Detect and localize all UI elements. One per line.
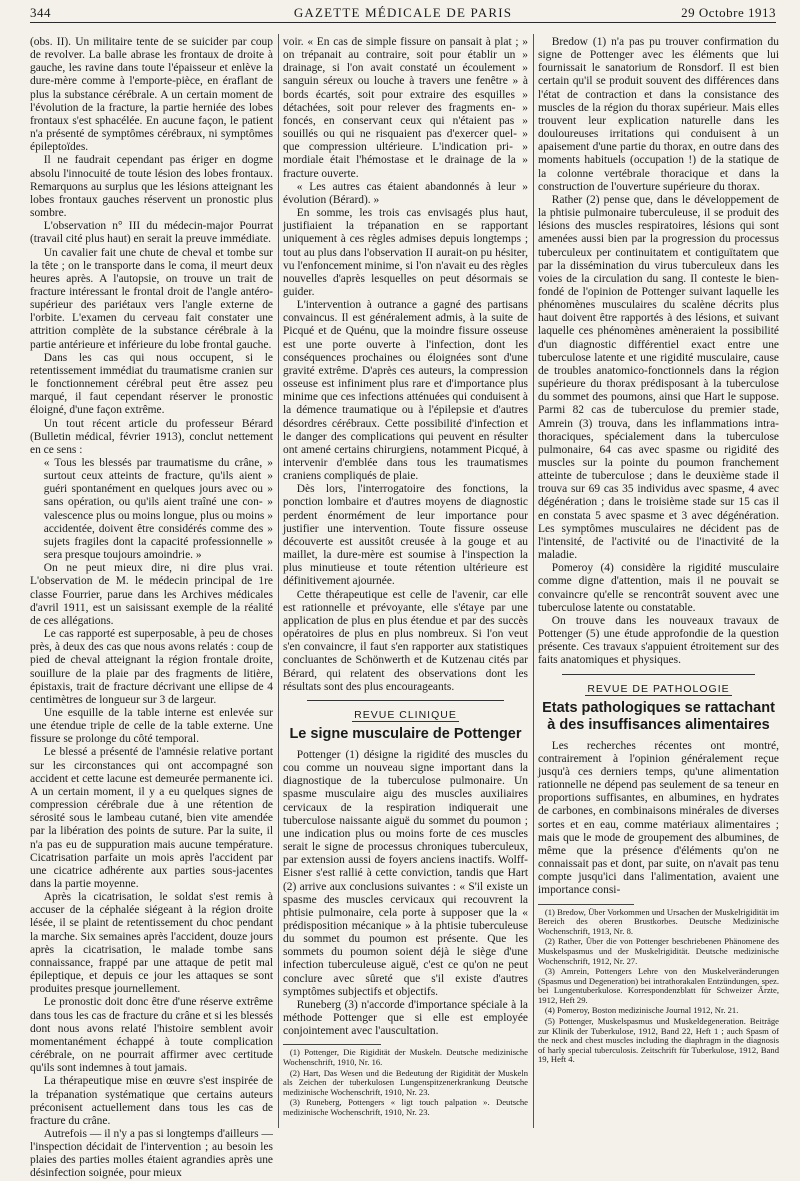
footnote: (5) Pottenger, Muskelspasmus und Muskeldegeneration. Beiträge zur Klinik der Tuberkulose, 1912, Band 22, Heft 1 ; auch Spasm of the neck and chest muscles including the diaphragm in the diagnosis of harly special tuberculosis. Zeitschrift für Tuberkulose, 1912, Band 19, Heft 4. [538, 1016, 779, 1065]
paragraph: En somme, les trois cas envisagés plus haut, justifiaient la trépanation en se rapportant uniquement à ces règles admises depuis longtemps ; tout au plus dans l'observation II aurait-on pu hésiter, vu l'enfoncement minime, si l'on n'avait eu des règles nouvelles d'après lesquelles on peut désormais se guider. [283, 207, 528, 298]
footnote-rule [538, 904, 634, 905]
footnote: (1) Bredow, Über Vorkommen und Ursachen der Muskelrigidität im Bereich des oberen Brustkorbes. Deutsche Medizinische Wochenschrift, 1913, Nr. 8. [538, 906, 779, 936]
section-separator [307, 700, 504, 701]
footnote: (3) Amrein, Pottengers Lehre von den Muskelveränderungen (Spasmus und Degeneration) bei intrathorakalen Entzündungen, spez. bei Lungentuberkulose. Korrespondenzblatt für Schweizer Ärzte, 1912, Heft 29. [538, 966, 779, 1005]
footnote: (2) Rather, Über die von Pottenger beschriebenen Phänomene des Muskelspasmus und der Muskelrigidität. Deutsche medizinische Wochenschrift, 1912, Nr. 27. [538, 936, 779, 966]
paragraph: Autrefois — il n'y a pas si longtemps d'ailleurs — l'inspection décidait de l'intervention ; au besoin les plaies des parties molles étaient agrandies après une désinfection soignée, pour mieux [30, 1127, 273, 1180]
paragraph: Pottenger (1) désigne la rigidité des muscles du cou comme un nouveau signe important dans la diagnostique de la tuberculose pulmonaire. Un spasme musculaire aigu des muscles auxiliaires cervicaux de la respiration indiquerait une tuberculose naissante aiguë du sommet du poumon ; une indication plus ou moins forte de ces muscles serait le signe de processus chroniques tuberculeux, par extension aussi de foyers anciens inactifs. Wolff-Eisner s'est rallié à cette conviction, tandis que Hart (2) arrive aux conclusions suivantes : « S'il existe un spasme des muscles cervicaux qui recouvrent la phtisie pulmonaire, cela porte à supposer que la « prédisposition mécanique » à la phtisie tuberculeuse du sommet du poumon est présente. Que les sommets du poumon soient déjà le siège d'une infection tuberculeuse aiguë, c'est ce qu'on ne peut conclure avec sûreté que s'il existe d'autres symptômes subjectifs et objectifs. [283, 748, 528, 998]
column-1 [30, 36, 273, 1180]
paragraph: On trouve dans les nouveaux travaux de Pottenger (5) une étude approfondie de la question présente. Ces travaux s'appuient étroitement sur des faits anatomiques et physiques. [538, 614, 779, 667]
section-label-text: REVUE DE PATHOLOGIE [587, 682, 730, 695]
section-label [538, 683, 779, 696]
paragraph: Les recherches récentes ont montré, contrairement à l'opinion généralement reçue jusqu'à ces derniers temps, qu'une alimentation rationnelle ne dépend pas seulement de sa teneur en proportions suffisantes, en albumines, en hydrates de carbones, en combinaisons minérales de diverses sortes et en eau, comme matériaux alimentaires ; mais que le mode de groupement des albumines, de même que la présence d'éléments qu'on ne connaissait pas et dont, par suite, on n'avait pas tenu compte jusqu'ici dans l'alimentation, avaient une importance consi- [538, 739, 779, 897]
footnote: (1) Pottenger, Die Rigidität der Muskeln. Deutsche medizinische Wochenschrift, 1910, Nr. 16. [283, 1047, 528, 1067]
paragraph: On ne peut mieux dire, ni dire plus vrai. L'observation de M. le médecin principal de 1re classe Fourrier, parue dans les Archives médicales d'avril 1911, est un saisissant exemple de la réalité de ces allégations. [30, 562, 273, 627]
column-divider [278, 34, 279, 1128]
paragraph: Pomeroy (4) considère la rigidité musculaire comme digne d'attention, mais il ne pouvait se convaincre qu'elle se rencontrât souvent avec une tuberculose latente ou constatable. [538, 562, 779, 614]
paragraph: Une esquille de la table interne est enlevée sur une étendue triple de celle de la table externe. Une fissure se prolonge du côté temporal. [30, 706, 273, 746]
page-number: 344 [30, 5, 51, 20]
journal-title: GAZETTE MÉDICALE DE PARIS [293, 5, 513, 20]
paragraph: Un cavalier fait une chute de cheval et tombe sur la tête ; on le transporte dans le coma, il meurt deux heures après. A l'autopsie, on trouve un trait de fracture intéressant le frontal droit de l'angle antéro-supérieur des pariétaux vers l'angle externe de l'orbite. L'examen du cerveau fait constater une attrition complète de la substance cérébrale à la partie antérieure et inférieure du lobe frontal gauche. [30, 246, 273, 351]
paragraph: Il ne faudrait cependant pas ériger en dogme absolu l'innocuité de toute lésion des lobes frontaux. Remarquons au surplus que les lésions atteignant les lobes frontaux gauches réservent un pronostic plus sombre. [30, 154, 273, 220]
article-title: Le signe musculaire de Pottenger [289, 725, 522, 742]
paragraph: L'observation n° III du médecin-major Pourrat (travail cité plus haut) en serait la preuve immédiate. [30, 220, 273, 246]
section-label-text: REVUE CLINIQUE [354, 708, 457, 721]
paragraph: (obs. II). Un militaire tente de se suicider par coup de revolver. La balle abrase les frontaux de droite à gauche, les ravine dans toute l'épaisseur et enlève la dure-mère comme à l'emporte-pièce, en éraflant de plus la substance cérébrale. A un certain moment de l'évolution de la fracture, la partie herniée des lobes frontaux s'est sphacélée. En aucune façon, le patient n'a présenté de symptômes cérébraux, ni symptômes épileptoïdes. [30, 36, 273, 154]
column-3 [538, 36, 779, 1130]
quotation: « Les autres cas étaient abandonnés à leur » évolution (Bérard). » [283, 180, 528, 206]
paragraph: Cette thérapeutique est celle de l'avenir, car elle est rationnelle et prévoyante, elle s'étaye par une application de plus en plus étendue et par des succès opératoires de plus en plus nombreux. Si l'on veut s'en convaincre, il faut s'en rapporter aux statistiques concluantes de Schönwerth et de Kutzenau cités par Bérard, qui relatent des observations dont les résultats sont des plus encourageants. [283, 588, 528, 693]
paragraph: L'intervention à outrance a gagné des partisans convaincus. Il est généralement admis, à la suite de Picqué et de Quénu, que la moindre fissure osseuse est une porte ouverte à l'infection, dont les conséquences prochaines ou éloignées sont d'une gravité extrême. D'après ces auteurs, la compression osseuse est infiniment plus rare et d'importance plus minime que ces infections atténuées qui conduisent à la démence traumatique ou à l'épilepsie et d'autres désordres cérébraux. Cette possibilité d'infection et le danger des complications qui peuvent en résulter ont amené certains chirurgiens, notamment Picqué, à intervenir d'emblée dans tous les traumatismes craniens compliqués de plaie. [283, 299, 528, 483]
issue-date: 29 Octobre 1913 [681, 5, 776, 20]
paragraph: Dans les cas qui nous occupent, si le retentissement immédiat du traumatisme cranien sur le fonctionnement cérébral peut être assez peu marqué, il faut cependant réserver le pronostic éloigné, d'une façon extrême. [30, 351, 273, 417]
paragraph: La thérapeutique mise en œuvre s'est inspirée de la trépanation systématique que certains auteurs préconisent actuellement dans tous les cas de fracture du crâne. [30, 1075, 273, 1127]
paragraph: Un tout récent article du professeur Bérard (Bulletin médical, février 1913), conclut nettement en ce sens : [30, 417, 273, 456]
column-2 [283, 36, 528, 1130]
paragraph: Après la cicatrisation, le soldat s'est remis à accuser de la céphalée siégeant à la région droite lésée, il se plaint de retentissement du choc pendant la marche. Six semaines après l'accident, douze jours après la cicatrisation, le malade tombe sans connaissance, frappé par une attaque de petit mal épileptique, et depuis ce jour les attaques se sont produites presque journellement. [30, 891, 273, 996]
paragraph: Le cas rapporté est superposable, à peu de choses près, à deux des cas que nous avons relatés : coup de pied de cheval atteignant la région frontale droite, souillure de la plaie par des fragments de litière, épistaxis, trait de fracture décrivant une ellipse de 4 centimètres de longueur sur 3 de largeur. [30, 628, 273, 706]
paragraph: Rather (2) pense que, dans le développement de la phtisie pulmonaire tuberculeuse, il se produit des lésions des muscles respiratoires, lésions qui sont amenées aussi bien par la progression du processus tuberculeux per continuitatem et contiguïtatem que par la dissémination du virus tuberculeux dans les voies de la circulation du sang. Il conteste le bien-fondé de l'opinion de Pottenger suivant laquelle les phénomènes musculaires du scalène décrits plus haut doivent être rapportés à des lésions, et suivant laquelle ces phénomènes amèneraient la possibilité d'un diagnostic différentiel exact entre une tuberculose latente et une rigidité musculaire, cause de troubles anatomico-fonctionnels dans la région supérieure du thorax prédisposant à la tuberculose du sommet des poumons, ainsi que Hart le suppose. Parmi 82 cas de tuberculose du premier stade, Amrein (3) trouva, dans les inflammations intra-thoraciques, spécialement dans la tuberculose pulmonaire, 64 cas avec spasme ou rigidité des muscles sur la pointe du poumon franchement atteinte de tuberculose ; dans le deuxième stade il trouva sur 69 cas 35 individus avec spasme, 4 avec dégénération ; dans le troisième stade sur 15 cas il en constata 5 avec spasme et 3 avec dégénération. Les symptômes musculaires ne décident pas de l'intensité, de l'activité ou de l'inactivité de la maladie. [538, 193, 779, 562]
running-head [30, 4, 776, 23]
section-label [283, 709, 528, 722]
footnote: (2) Hart, Das Wesen und die Bedeutung der Rigidität der Muskeln als Zeichen der tuberkulosen Lungenspitzenerkrankung Deutsche medizinische Wochenschrift, 1910, Nr. 23. [283, 1067, 528, 1097]
column-divider [533, 34, 534, 1128]
paragraph: Runeberg (3) n'accorde d'importance spéciale à la méthode Pottenger que si elle est employée conjointement avec l'auscultation. [283, 998, 528, 1038]
quotation: « Tous les blessés par traumatisme du crâne, » surtout ceux atteints de fracture, qu'ils aient » guéri spontanément en quelques jours avec ou » sans opération, ou qu'ils aient traîné une con- » valescence plus ou moins longue, plus ou moins » accidentée, doivent être considérés comme des » sujets fragiles dont la capacité professionnelle » sera presque toujours amoindrie. » [43, 457, 273, 562]
footnote: (3) Runeberg, Pottengers « ligt touch palpation ». Deutsche medizinische Wochenschrift, 1910, Nr. 23. [283, 1097, 528, 1117]
paragraph: Bredow (1) n'a pas pu trouver confirmation du signe de Pottenger avec les éléments que lui fournissait le sanatorium de Ronsdorf. Il est bien certain qu'il se produit souvent des différences dans l'état de contraction et dans la consistance des muscles de la région du thorax supérieur. Mais elles trouvent leur explication naturelle dans les douloureuses irritations qui conduisent à un apaisement d'une partie du thorax, en outre dans des moments habituels (occupation !) de la statique de la colonne vertébrale thoracique et dans la construction de l'ouverture supérieure du thorax. [538, 36, 779, 193]
footnote: (4) Pomeroy, Boston medizinische Journal 1912, Nr. 21. [544, 1005, 739, 1016]
paragraph: Le pronostic doit donc être d'une réserve extrême dans tous les cas de fracture du crâne et si les blessés dont nous avons relaté l'histoire semblent avoir momentanément échappé à toute complication cérébrale, on ne pourrait affirmer avec certitude qu'ils sont indemnes à tout jamais. [30, 996, 273, 1075]
footnote-rule [283, 1044, 381, 1045]
section-separator [562, 674, 755, 675]
paragraph: Dès lors, l'interrogatoire des fonctions, la ponction lombaire et d'autres moyens de diagnostic perdent énormément de leur importance pour justifier une intervention. Toute fissure osseuse découverte est aussitôt creusée à la gouge et au maillet, la dure-mère est soumise à l'inspection la plus minutieuse et toute rétention ultérieure est définitivement ajournée. [283, 483, 528, 588]
paragraph: Le blessé a présenté de l'amnésie relative portant sur les circonstances qui ont accompagné son accident et cette lacune est demeurée permanente ici. A un certain moment, il y a eu quelques signes de compression cérébrale due à une rétention de sérosité sous le lambeau cutané, bien vite amendée par la libération des points de suture. Par la suite, il n'a pas eu de suppuration mais aucune température. Cicatrisation parfaite un mois après l'accident par une cicatrice adhérente aux parties sous-jacentes dans la partie moyenne. [30, 746, 273, 890]
article-title: Etats pathologiques se rattachant à des insuffisances alimentaires [542, 699, 775, 733]
quotation: voir. « En cas de simple fissure on pansait à plat ; » on trépanait au contraire, soit pour établir un » drainage, si l'on avait constaté un écoulement » sanguin séreux ou louche à travers une fenêtre » à bords écartés, soit pour extraire des esquilles » détachées, soit pour relever des fragments en- » foncés, en conservant ceux qui n'étaient pas » souillés ou qui ne risquaient pas d'exercer quel- » que compression ultérieure. L'indication pri- » mordiale était l'hémostase et le drainage de la » fracture ouverte. [283, 36, 528, 180]
